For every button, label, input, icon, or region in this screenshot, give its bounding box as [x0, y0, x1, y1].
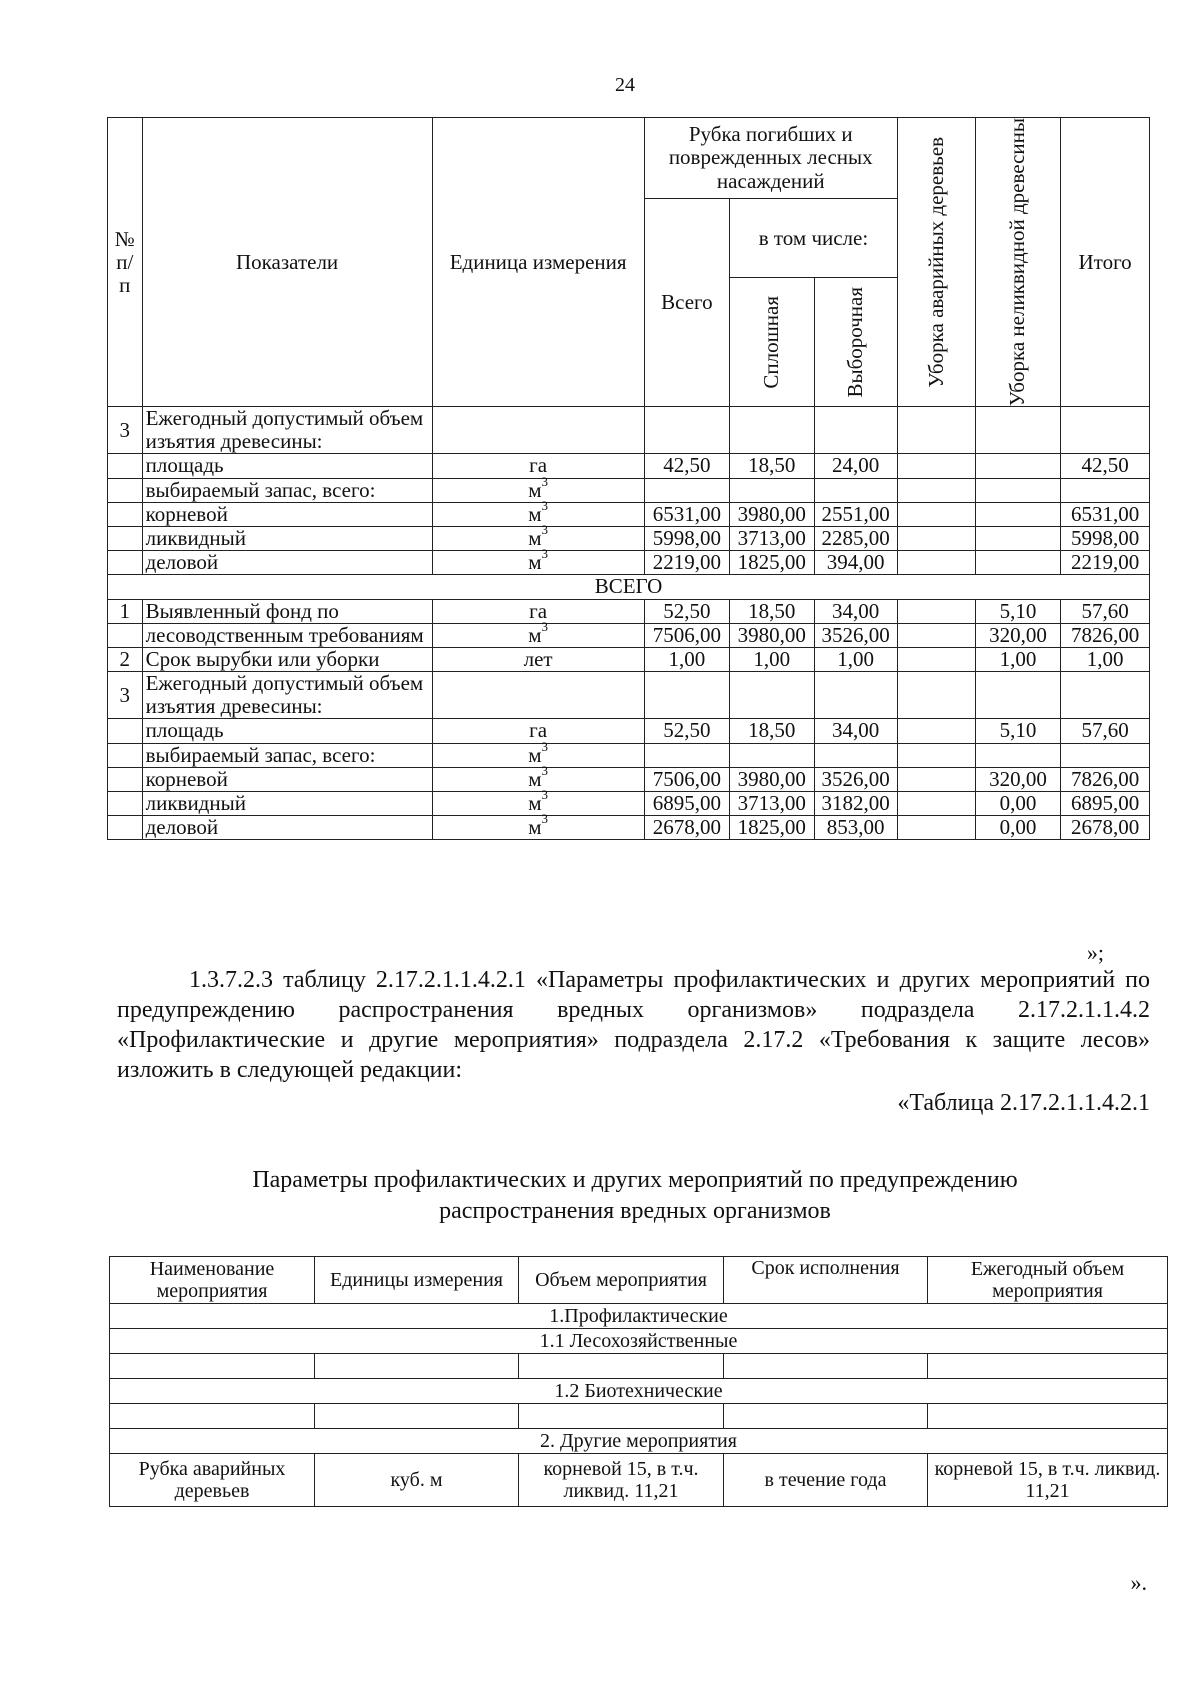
row-unit: $м^3$ — [432, 743, 644, 767]
row-unit: га — [432, 599, 644, 623]
header-including: в том числе: — [730, 199, 898, 278]
row-unit: $м^3$ — [432, 502, 644, 526]
row-label: Выявленный фонд по — [142, 599, 432, 623]
row-total — [1061, 743, 1150, 767]
row-nonliquid: 320,00 — [975, 767, 1060, 791]
row-label: Ежегодный допустимый объем изъятия древесины: — [142, 672, 432, 719]
row-nonliquid — [975, 478, 1060, 502]
row-total: 42,50 — [1061, 454, 1150, 478]
row-clear: 18,50 — [730, 599, 814, 623]
t2-section-1-1: 1.1 Лесохозяйственные — [110, 1329, 1168, 1354]
row-nonliquid — [975, 550, 1060, 574]
table-row — [108, 550, 1150, 574]
row-selective: 34,00 — [814, 599, 897, 623]
table1-top-rows — [108, 407, 1150, 575]
row-selective: 394,00 — [814, 550, 897, 574]
row-label: площадь — [142, 719, 432, 743]
row-total — [1061, 672, 1150, 719]
table2-title: Параметры профилактических и других мероприятий по предупреждению распространения вредных организмов — [252, 1167, 1018, 1224]
row-total-felling: 2219,00 — [644, 550, 729, 574]
row-nonliquid — [975, 454, 1060, 478]
row-emergency — [897, 599, 975, 623]
row-total-felling — [644, 672, 729, 719]
row-total — [1061, 407, 1150, 454]
row-label: лесоводственным требованиям — [142, 624, 432, 648]
t2-header-name: Наименование мероприятия — [110, 1257, 315, 1304]
t2-row-annual: корневой 15, в т.ч. ликвид. 11,21 — [928, 1454, 1168, 1507]
row-nonliquid — [975, 502, 1060, 526]
header-emergency: Уборка аварийных деревьев — [897, 118, 975, 407]
header-nonliquid: Уборка неликвидной древесины — [975, 118, 1060, 407]
row-unit: га — [432, 454, 644, 478]
table-row — [108, 672, 1150, 719]
row-clear: 1,00 — [730, 648, 814, 672]
table-row — [108, 407, 1150, 454]
row-total-felling — [644, 407, 729, 454]
row-clear: 3980,00 — [730, 767, 814, 791]
indicators-table — [107, 117, 1150, 840]
row-num — [108, 767, 143, 791]
row-total — [1061, 478, 1150, 502]
row-total: 57,60 — [1061, 719, 1150, 743]
row-total-felling: 5998,00 — [644, 526, 729, 550]
row-total-felling: 7506,00 — [644, 624, 729, 648]
row-num: 3 — [108, 407, 143, 454]
table-row — [108, 478, 1150, 502]
header-unit: Единица измерения — [432, 118, 644, 407]
row-clear: 3713,00 — [730, 526, 814, 550]
row-nonliquid — [975, 743, 1060, 767]
row-clear — [730, 672, 814, 719]
t2-header-term: Срок исполнения — [724, 1257, 928, 1304]
row-selective — [814, 672, 897, 719]
table-reference: «Таблица 2.17.2.1.1.4.2.1 — [897, 1090, 1150, 1116]
row-clear: 3713,00 — [730, 791, 814, 815]
row-total: 6895,00 — [1061, 791, 1150, 815]
row-total-felling: 7506,00 — [644, 767, 729, 791]
row-total: 57,60 — [1061, 599, 1150, 623]
row-total-felling — [644, 743, 729, 767]
section-label: ВСЕГО — [108, 574, 1150, 599]
table-row — [108, 648, 1150, 672]
row-total: 5998,00 — [1061, 526, 1150, 550]
row-unit: $м^3$ — [432, 815, 644, 839]
row-total-felling: 42,50 — [644, 454, 729, 478]
row-clear — [730, 478, 814, 502]
row-emergency — [897, 767, 975, 791]
row-clear: 3980,00 — [730, 624, 814, 648]
header-indicators: Показатели — [142, 118, 432, 407]
table-row — [108, 502, 1150, 526]
table-row — [108, 791, 1150, 815]
row-num — [108, 526, 143, 550]
row-total-felling: 2678,00 — [644, 815, 729, 839]
table-row — [108, 454, 1150, 478]
row-clear — [730, 407, 814, 454]
table-row — [108, 767, 1150, 791]
row-nonliquid: 5,10 — [975, 719, 1060, 743]
row-selective: 24,00 — [814, 454, 897, 478]
table-row — [108, 743, 1150, 767]
row-nonliquid — [975, 407, 1060, 454]
row-label: деловой — [142, 815, 432, 839]
row-emergency — [897, 454, 975, 478]
measures-table — [109, 1256, 1168, 1507]
row-selective — [814, 407, 897, 454]
row-emergency — [897, 478, 975, 502]
row-total: 2678,00 — [1061, 815, 1150, 839]
row-emergency — [897, 791, 975, 815]
row-num — [108, 502, 143, 526]
header-total: Итого — [1061, 118, 1150, 407]
quote-close-2: ». — [1130, 1570, 1147, 1595]
row-total: 1,00 — [1061, 648, 1150, 672]
row-unit: $м^3$ — [432, 624, 644, 648]
row-clear — [730, 743, 814, 767]
row-selective: 2285,00 — [814, 526, 897, 550]
row-emergency — [897, 648, 975, 672]
row-unit: $м^3$ — [432, 791, 644, 815]
row-selective: 3182,00 — [814, 791, 897, 815]
row-nonliquid — [975, 526, 1060, 550]
row-total-felling: 52,50 — [644, 719, 729, 743]
row-unit: $м^3$ — [432, 526, 644, 550]
row-unit — [432, 407, 644, 454]
row-emergency — [897, 550, 975, 574]
row-emergency — [897, 407, 975, 454]
header-felling: Рубка погибших и поврежденных лесных насаждений — [644, 118, 897, 199]
row-label: Ежегодный допустимый объем изъятия древесины: — [142, 407, 432, 454]
amendment-paragraph: 1.3.7.2.3 таблицу 2.17.2.1.1.4.2.1 «Параметры профилактических и других мероприятий по предупреждению распространения вредных организмов» подраздела 2.17.2.1.1.4.2 «Профилактические и другие мероприятия» подраздела 2.17.2 «Требования к защите лесов» изложить в следующей редакции: — [117, 967, 1150, 1083]
row-num: 3 — [108, 672, 143, 719]
row-selective: 3526,00 — [814, 624, 897, 648]
row-num: 2 — [108, 648, 143, 672]
row-emergency — [897, 815, 975, 839]
table1-bottom-rows — [108, 599, 1150, 839]
row-selective: 3526,00 — [814, 767, 897, 791]
row-label: выбираемый запас, всего: — [142, 478, 432, 502]
row-total: 6531,00 — [1061, 502, 1150, 526]
header-clear: Сплошная — [730, 278, 814, 407]
t2-header-annual: Ежегодный объем мероприятия — [928, 1257, 1168, 1304]
quote-close-1: »; — [1086, 940, 1104, 965]
row-clear: 18,50 — [730, 454, 814, 478]
row-nonliquid — [975, 672, 1060, 719]
row-label: ликвидный — [142, 526, 432, 550]
row-total-felling: 1,00 — [644, 648, 729, 672]
row-unit: $м^3$ — [432, 478, 644, 502]
table-row — [108, 815, 1150, 839]
row-label: корневой — [142, 767, 432, 791]
row-label: ликвидный — [142, 791, 432, 815]
t2-row-volume: корневой 15, в т.ч. ликвид. 11,21 — [519, 1454, 724, 1507]
row-num — [108, 743, 143, 767]
row-nonliquid: 0,00 — [975, 815, 1060, 839]
header-num: № п/п — [108, 118, 143, 407]
row-emergency — [897, 624, 975, 648]
t2-header-volume: Объем мероприятия — [519, 1257, 724, 1304]
row-emergency — [897, 502, 975, 526]
row-label: Срок вырубки или уборки — [142, 648, 432, 672]
row-num — [108, 719, 143, 743]
row-clear: 1825,00 — [730, 550, 814, 574]
table-row — [108, 624, 1150, 648]
row-unit: лет — [432, 648, 644, 672]
table-row — [108, 719, 1150, 743]
row-unit: га — [432, 719, 644, 743]
row-total: 7826,00 — [1061, 767, 1150, 791]
row-total-felling: 6895,00 — [644, 791, 729, 815]
row-label: деловой — [142, 550, 432, 574]
t2-row-name: Рубка аварийных деревьев — [110, 1454, 315, 1507]
row-clear: 3980,00 — [730, 502, 814, 526]
row-unit — [432, 672, 644, 719]
row-num — [108, 791, 143, 815]
row-num: 1 — [108, 599, 143, 623]
row-unit: $м^3$ — [432, 767, 644, 791]
row-nonliquid: 320,00 — [975, 624, 1060, 648]
t2-row-term: в течение года — [724, 1454, 928, 1507]
row-num — [108, 624, 143, 648]
row-num — [108, 478, 143, 502]
row-emergency — [897, 672, 975, 719]
row-selective — [814, 743, 897, 767]
row-total: 2219,00 — [1061, 550, 1150, 574]
row-emergency — [897, 719, 975, 743]
row-nonliquid: 1,00 — [975, 648, 1060, 672]
row-total-felling: 6531,00 — [644, 502, 729, 526]
row-label: корневой — [142, 502, 432, 526]
row-emergency — [897, 526, 975, 550]
row-num — [108, 815, 143, 839]
row-unit: $м^3$ — [432, 550, 644, 574]
row-total-felling: 52,50 — [644, 599, 729, 623]
t2-header-unit: Единицы измерения — [315, 1257, 519, 1304]
row-selective: 1,00 — [814, 648, 897, 672]
row-clear: 18,50 — [730, 719, 814, 743]
row-selective: 853,00 — [814, 815, 897, 839]
row-clear: 1825,00 — [730, 815, 814, 839]
header-felling-total: Всего — [644, 199, 729, 407]
row-nonliquid: 0,00 — [975, 791, 1060, 815]
table-row — [108, 526, 1150, 550]
header-selective: Выборочная — [814, 278, 897, 407]
row-total: 7826,00 — [1061, 624, 1150, 648]
row-selective: 34,00 — [814, 719, 897, 743]
t2-section-1: 1.Профилактические — [110, 1304, 1168, 1329]
row-label: площадь — [142, 454, 432, 478]
table-row — [108, 599, 1150, 623]
t2-section-2: 2. Другие мероприятия — [110, 1429, 1168, 1454]
t2-row-unit: куб. м — [315, 1454, 519, 1507]
t2-section-1-2: 1.2 Биотехнические — [110, 1379, 1168, 1404]
row-label: выбираемый запас, всего: — [142, 743, 432, 767]
row-selective — [814, 478, 897, 502]
row-num — [108, 550, 143, 574]
row-num — [108, 454, 143, 478]
row-nonliquid: 5,10 — [975, 599, 1060, 623]
row-total-felling — [644, 478, 729, 502]
row-emergency — [897, 743, 975, 767]
page-number: 24 — [615, 74, 635, 96]
row-selective: 2551,00 — [814, 502, 897, 526]
